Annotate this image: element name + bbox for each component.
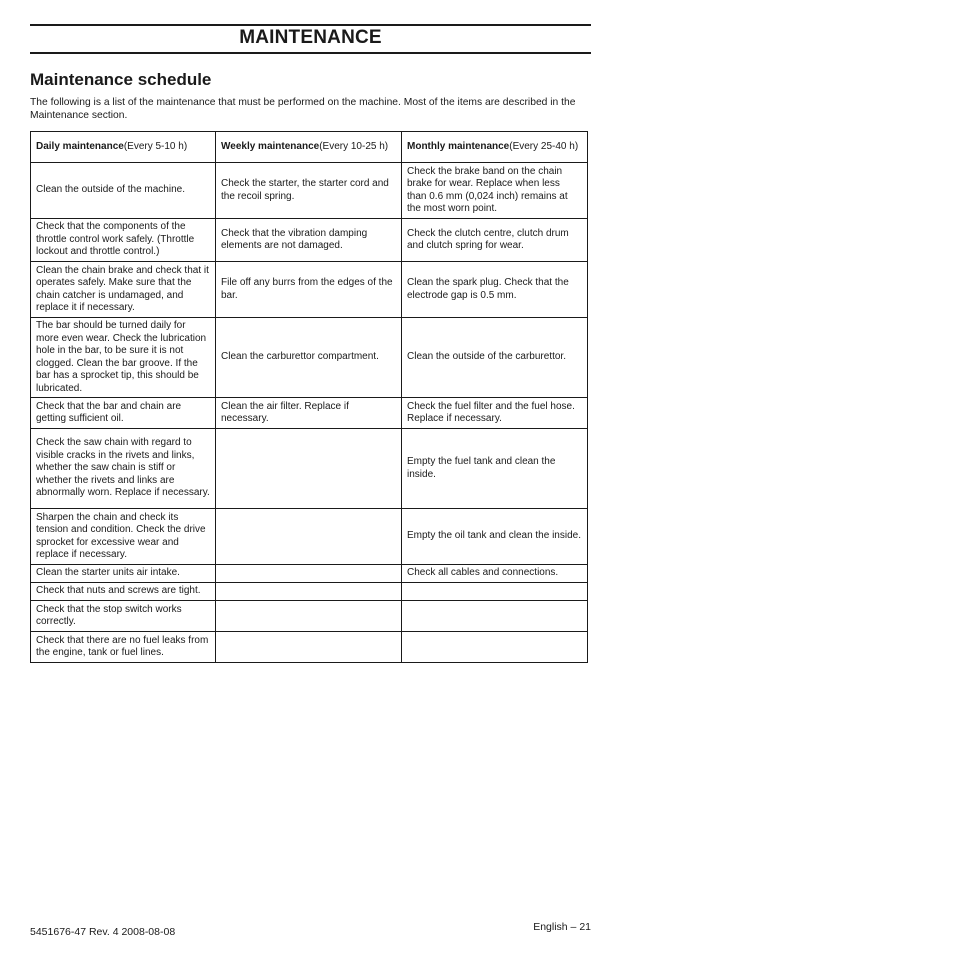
monthly-cell: Check the brake band on the chain brake for wear. Replace when less than 0.6 mm (0,024 inch) remains at the most worn point. <box>402 163 588 219</box>
header-monthly: Monthly maintenance(Every 25-40 h) <box>402 132 588 163</box>
table-row <box>31 429 588 509</box>
monthly-cell: Clean the outside of the carburettor. <box>402 318 588 398</box>
daily-cell: Clean the starter units air intake. <box>31 565 216 583</box>
daily-cell: Sharpen the chain and check its tension and condition. Check the drive sprocket for excessive wear and replace if necessary. <box>31 509 216 565</box>
section-title: MAINTENANCE <box>239 27 382 48</box>
footer-page-number: English – 21 <box>533 921 591 933</box>
weekly-cell <box>216 429 402 509</box>
weekly-cell <box>216 509 402 565</box>
monthly-cell: Clean the spark plug. Check that the electrode gap is 0.5 mm. <box>402 262 588 318</box>
title-rule <box>30 52 591 54</box>
weekly-cell: Check the starter, the starter cord and the recoil spring. <box>216 163 402 219</box>
daily-cell: Check that nuts and screws are tight. <box>31 583 216 601</box>
weekly-cell: Check that the vibration damping elements are not damaged. <box>216 219 402 262</box>
monthly-cell <box>402 601 588 632</box>
daily-cell: Clean the chain brake and check that it operates safely. Make sure that the chain catcher is undamaged, and replace it if necessary. <box>31 262 216 318</box>
weekly-cell <box>216 565 402 583</box>
page-heading: Maintenance schedule <box>30 70 212 89</box>
intro-paragraph: The following is a list of the maintenance that must be performed on the machine. Most of the items are described in the Maintenance section. <box>30 97 576 121</box>
table-row <box>31 318 588 398</box>
table-row <box>31 262 588 318</box>
weekly-cell: File off any burrs from the edges of the bar. <box>216 262 402 318</box>
weekly-cell <box>216 632 402 663</box>
daily-cell: Check that there are no fuel leaks from the engine, tank or fuel lines. <box>31 632 216 663</box>
maintenance-schedule-table <box>30 131 588 663</box>
table-row <box>31 601 588 632</box>
table-row <box>31 583 588 601</box>
monthly-cell: Empty the fuel tank and clean the inside. <box>402 429 588 509</box>
daily-cell: Check that the bar and chain are getting sufficient oil. <box>31 398 216 429</box>
table-row <box>31 509 588 565</box>
table-row <box>31 632 588 663</box>
monthly-cell: Check the fuel filter and the fuel hose. Replace if necessary. <box>402 398 588 429</box>
table-row <box>31 219 588 262</box>
weekly-cell: Clean the carburettor compartment. <box>216 318 402 398</box>
weekly-cell <box>216 601 402 632</box>
table-row <box>31 163 588 219</box>
footer-document-id: 5451676-47 Rev. 4 2008-08-08 <box>30 926 176 938</box>
top-rule <box>30 24 591 26</box>
weekly-cell: Clean the air filter. Replace if necessary. <box>216 398 402 429</box>
header-weekly: Weekly maintenance(Every 10-25 h) <box>216 132 402 163</box>
daily-cell: Check the saw chain with regard to visible cracks in the rivets and links, whether the saw chain is stiff or whether the rivets and links are abnormally worn. Replace if necessary. <box>31 429 216 509</box>
monthly-cell <box>402 583 588 601</box>
monthly-cell <box>402 632 588 663</box>
daily-cell: Check that the stop switch works correctly. <box>31 601 216 632</box>
table-header-row <box>31 132 588 163</box>
daily-cell: Clean the outside of the machine. <box>31 163 216 219</box>
monthly-cell: Check all cables and connections. <box>402 565 588 583</box>
daily-cell: Check that the components of the throttle control work safely. (Throttle lockout and throttle control.) <box>31 219 216 262</box>
monthly-cell: Empty the oil tank and clean the inside. <box>402 509 588 565</box>
weekly-cell <box>216 583 402 601</box>
daily-cell: The bar should be turned daily for more even wear. Check the lubrication hole in the bar, to be sure it is not clogged. Clean the bar groove. If the bar has a sprocket tip, this should be lubricated. <box>31 318 216 398</box>
table-row <box>31 398 588 429</box>
monthly-cell: Check the clutch centre, clutch drum and clutch spring for wear. <box>402 219 588 262</box>
header-daily: Daily maintenance(Every 5-10 h) <box>31 132 216 163</box>
table-row <box>31 565 588 583</box>
